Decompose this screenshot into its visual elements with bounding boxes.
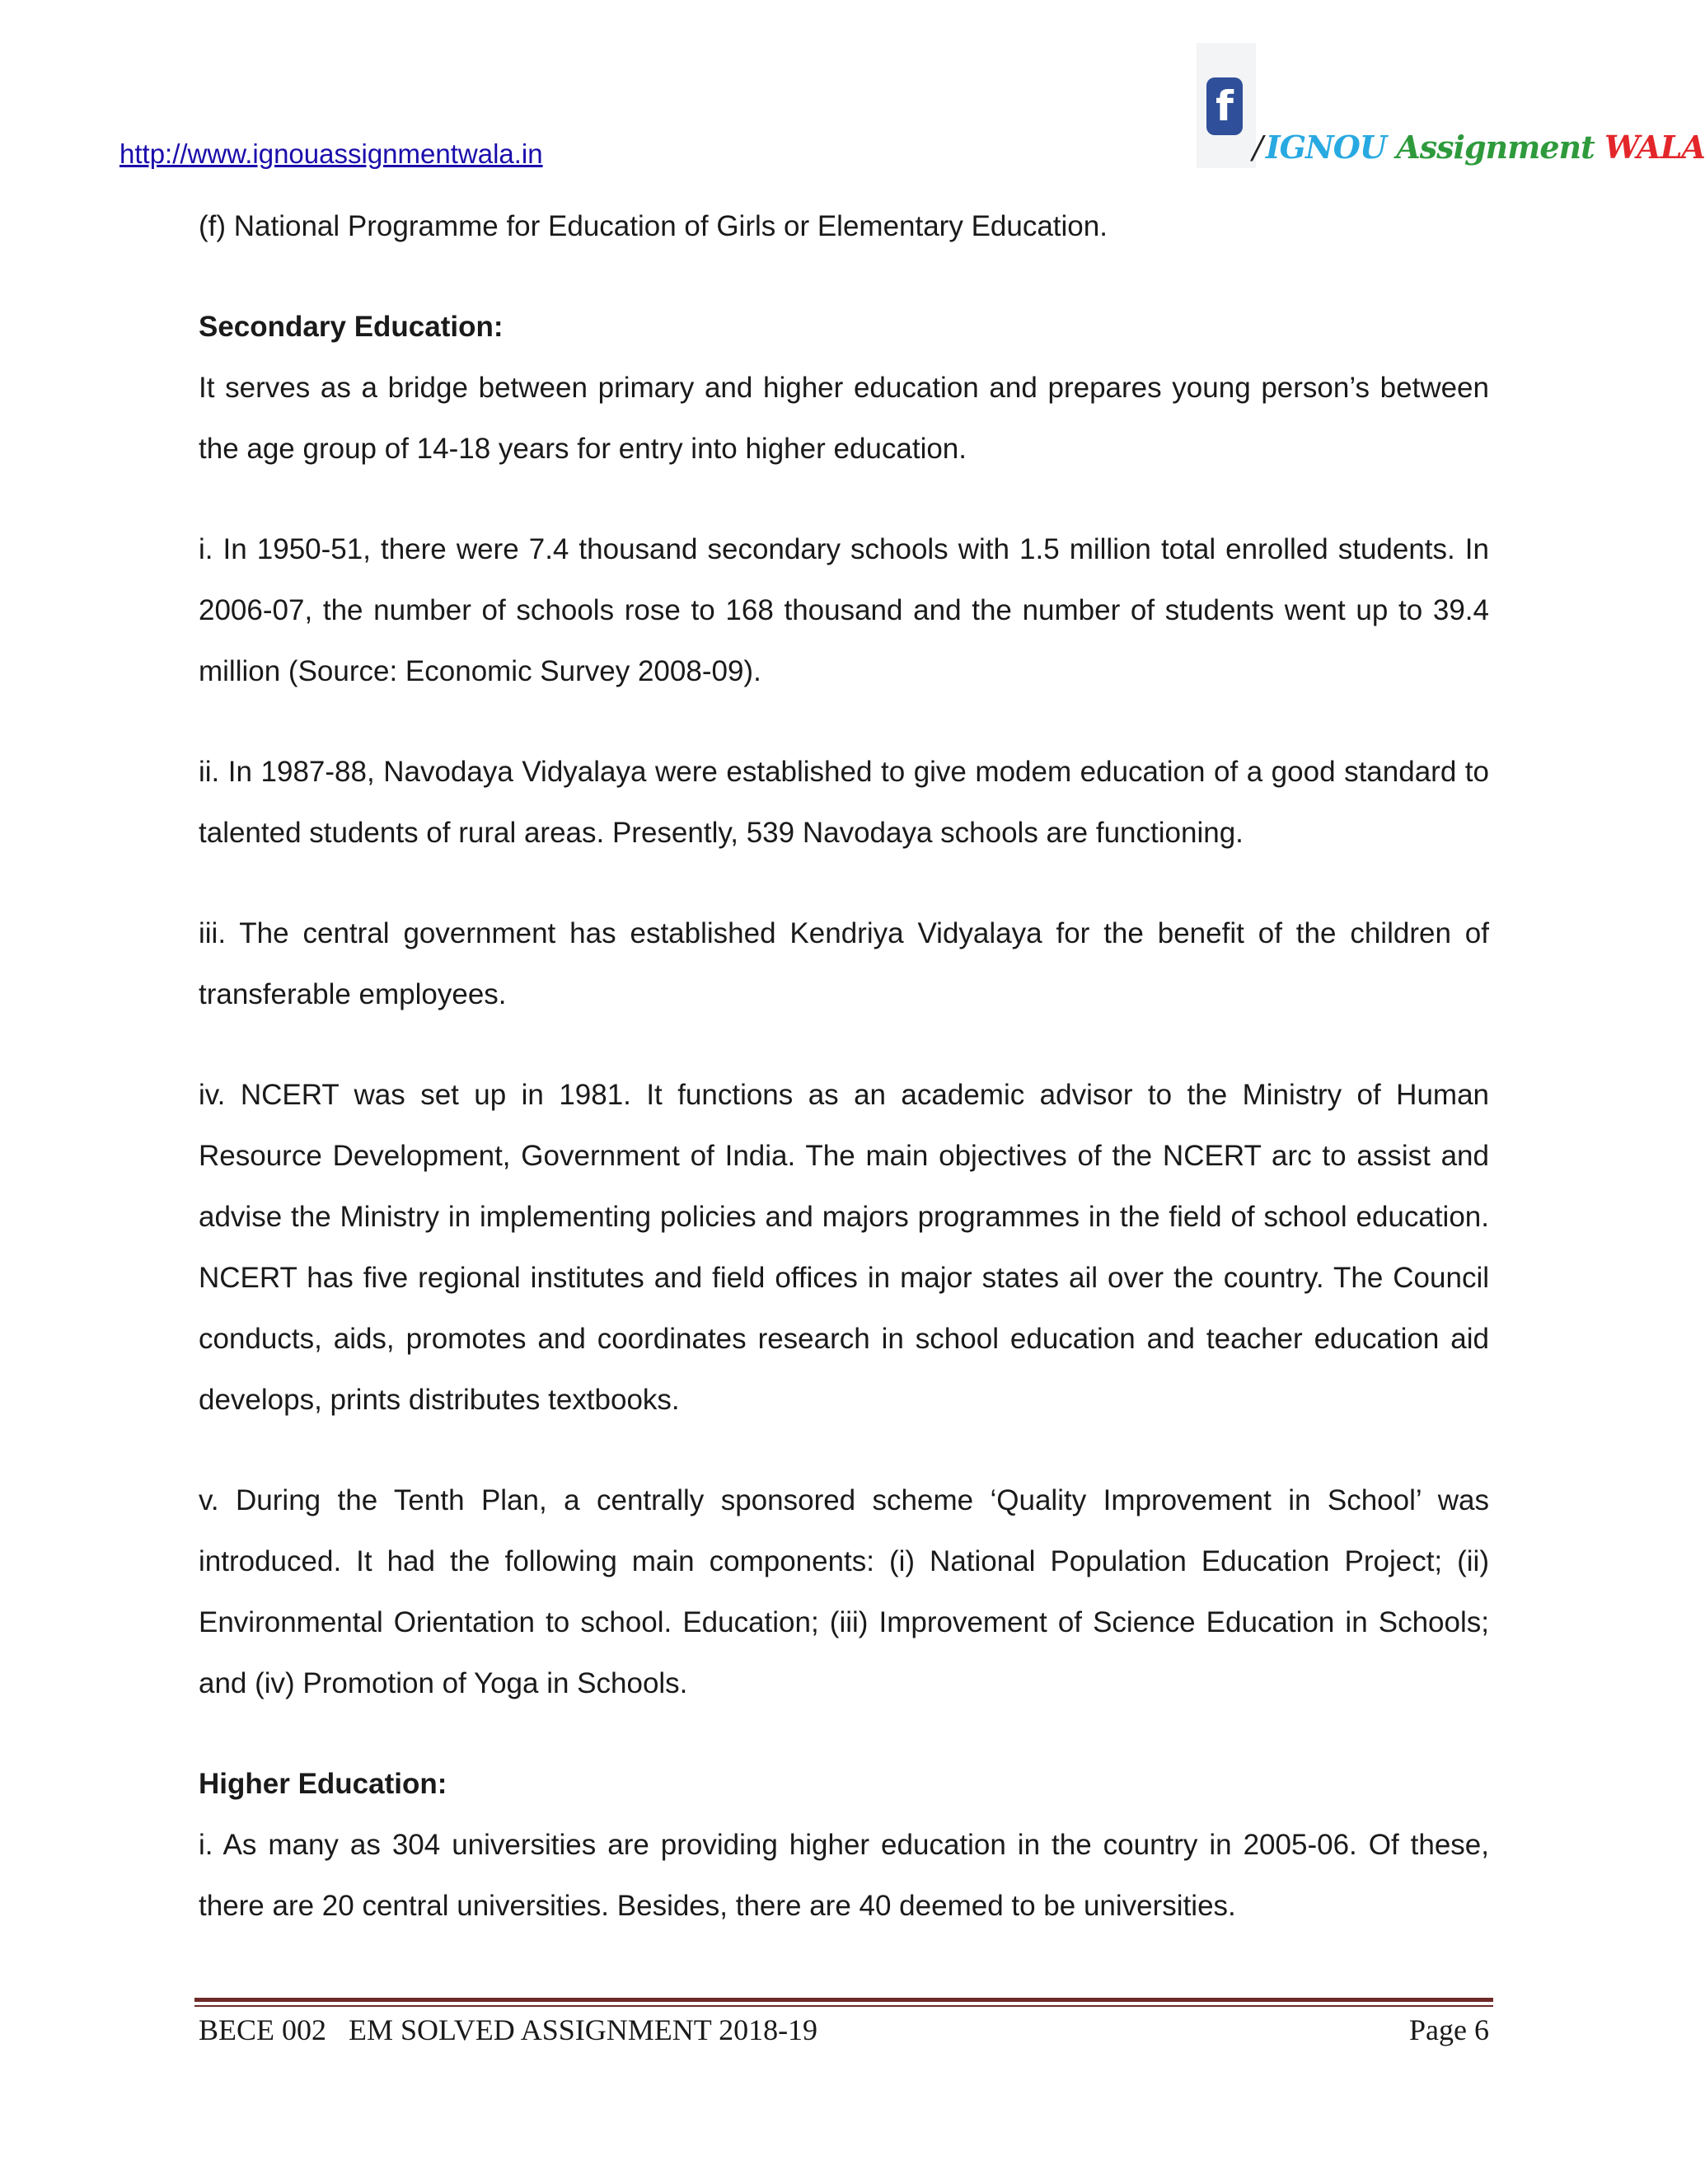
logo-slash: /	[1253, 129, 1262, 166]
logo-assignment: Assignment	[1396, 129, 1595, 166]
document-body	[199, 196, 1489, 1976]
secondary-intro: It serves as a bridge between primary and higher education and prepares young person’s between the age group of 14-18 years for entry into higher education.	[199, 372, 1489, 465]
website-link[interactable]: http://www.ignouassignmentwala.in	[119, 138, 543, 169]
facebook-badge[interactable]	[1197, 43, 1256, 168]
logo-wala: WALA	[1604, 129, 1705, 166]
page-number: Page 6	[1409, 2013, 1489, 2046]
secondary-point: v. During the Tenth Plan, a centrally sponsored scheme ‘Quality Improvement in School’ was introduced. It had the following main components: (i) National Population Education Project; (ii) Environmental Orientation to school. Education; (iii) Improvement of Science Education in Schools; and (iv) Promotion of Yoga in Schools.	[199, 1484, 1489, 1699]
secondary-point: iii. The central government has established Kendriya Vidyalaya for the benefit of the children of transferable employees.	[199, 917, 1489, 1010]
secondary-point: iv. NCERT was set up in 1981. It functions as an academic advisor to the Ministry of Human Resource Development, Government of India. The main objectives of the NCERT arc to assist and advise the Ministry in implementing policies and majors programmes in the field of school education. NCERT has five regional institutes and field offices in major states ail over the country. The Council conducts, aids, promotes and coordinates research in school education and teacher education aid develops, prints distributes textbooks.	[199, 1079, 1489, 1416]
secondary-point: ii. In 1987-88, Navodaya Vidyalaya were established to give modem education of a good standard to talented students of rural areas. Presently, 539 Navodaya schools are functioning.	[199, 756, 1489, 849]
footer-divider	[194, 1998, 1493, 2007]
intro-item: (f) National Programme for Education of Girls or Elementary Education.	[199, 210, 1108, 242]
footer-title: BECE 002 EM SOLVED ASSIGNMENT 2018-19	[199, 2013, 818, 2046]
logo-wordmark	[1253, 129, 1705, 166]
higher-point: i. As many as 304 universities are providing higher education in the country in 2005-06. Of these, there are 20 central universities. Besides, there are 40 deemed to be universities.	[199, 1829, 1489, 1922]
section-heading-higher: Higher Education:	[199, 1768, 447, 1800]
facebook-icon: f	[1206, 77, 1243, 135]
logo-ignou: IGNOU	[1265, 129, 1387, 166]
section-heading-secondary: Secondary Education:	[199, 311, 504, 343]
secondary-point: i. In 1950-51, there were 7.4 thousand secondary schools with 1.5 million total enrolled students. In 2006-07, the number of schools rose to 168 thousand and the number of students went up to 39.4 million (Source: Economic Survey 2008-09).	[199, 533, 1489, 687]
brand-logo	[1197, 43, 1705, 175]
